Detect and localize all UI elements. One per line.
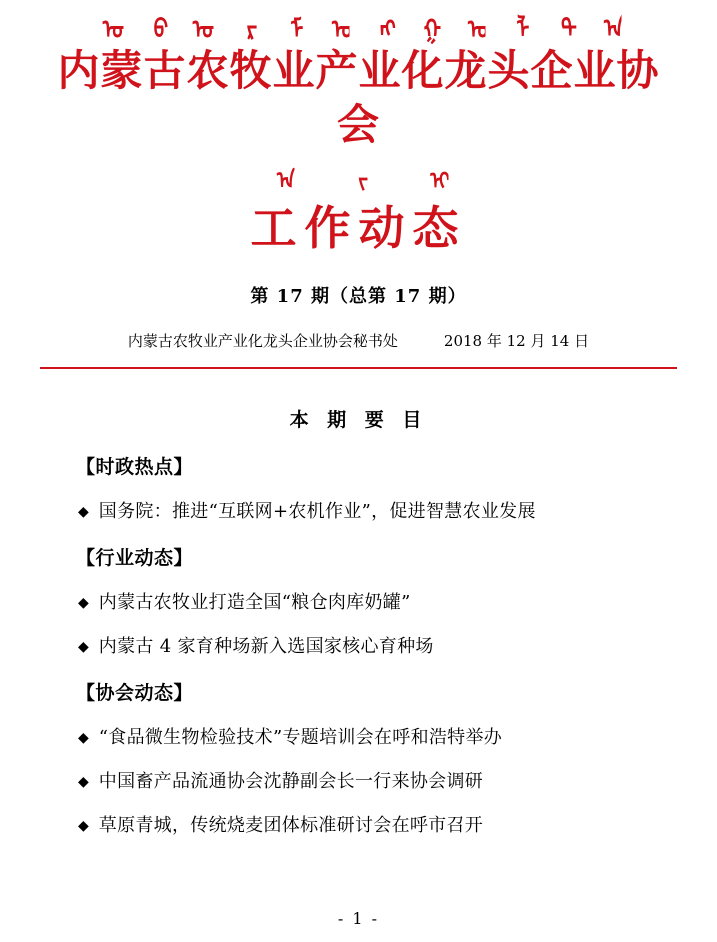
mongolian-glyph: ᠮ: [278, 14, 304, 40]
list-item[interactable]: [76, 497, 677, 523]
contents-section: [40, 678, 677, 837]
red-divider: [40, 367, 677, 369]
masthead-title-chinese: 内蒙古农牧业产业化龙头企业协会: [57, 46, 660, 149]
mongolian-glyph: ᠲ: [550, 14, 576, 40]
list-item-label: 中国畜产品流通协会沈静副会长一行来协会调研: [98, 771, 484, 792]
issue-number: 第 17 期（总第 17 期）: [250, 286, 467, 307]
list-item-label: 内蒙古 4 家育种场新入选国家核心育种场: [98, 636, 434, 657]
mongolian-glyph: ᠠ: [270, 166, 294, 190]
mongolian-glyph: ᠵ: [347, 166, 371, 190]
publisher-name: 内蒙古农牧业产业化龙头企业协会秘书处: [127, 332, 398, 350]
diamond-bullet-icon: ◆: [78, 504, 89, 520]
list-item[interactable]: [76, 632, 677, 658]
mongolian-glyph: ᠥ: [188, 14, 213, 40]
section-heading: 【时政热点】: [76, 456, 194, 478]
list-item[interactable]: [76, 723, 677, 749]
list-item[interactable]: [76, 811, 677, 837]
section-heading: 【协会动态】: [76, 682, 194, 704]
list-item-label: “食品微生物检验技术”专题培训会在呼和浩特举办: [98, 727, 503, 748]
mongolian-glyph: ᠪ: [142, 14, 168, 40]
publication-date: 2018 年 12 月 14 日: [443, 332, 590, 350]
page-number: - 1 -: [337, 909, 380, 928]
mongolian-glyph: ᠦ: [97, 14, 123, 40]
contents-title: 本 期 要 目: [289, 409, 428, 431]
section-heading: 【行业动态】: [76, 547, 194, 569]
mongolian-glyph: ᠷ: [233, 14, 259, 40]
mongolian-glyph: ᠯ: [505, 14, 530, 40]
list-item-label: 国务院：推进“互联网+农机作业”，促进智慧农业发展: [98, 501, 536, 522]
diamond-bullet-icon: ◆: [78, 595, 89, 611]
contents-section: [40, 543, 677, 658]
diamond-bullet-icon: ◆: [78, 774, 89, 790]
mongolian-glyph: ᠤ: [459, 14, 485, 40]
diamond-bullet-icon: ◆: [78, 730, 89, 746]
mongolian-glyph: ᠭ: [414, 14, 440, 40]
diamond-bullet-icon: ◆: [78, 818, 89, 834]
list-item-label: 内蒙古农牧业打造全国“粮仓肉库奶罐”: [98, 592, 411, 613]
masthead-meta: [40, 330, 677, 351]
mongolian-glyph: ᠠ: [595, 14, 621, 40]
list-item-label: 草原青城，传统烧麦团体标准研讨会在呼市召开: [98, 815, 484, 836]
mongolian-glyph: ᠢ: [424, 166, 448, 190]
bulletin-title: 工作动态: [250, 201, 467, 255]
mongolian-banner-top: [40, 0, 677, 40]
contents-section: [40, 452, 677, 523]
diamond-bullet-icon: ◆: [78, 639, 89, 655]
list-item[interactable]: [76, 588, 677, 614]
mongolian-glyph: ᠩ: [369, 14, 394, 40]
mongolian-banner-middle: [40, 166, 677, 190]
mongolian-glyph: ᠣ: [324, 14, 349, 40]
list-item[interactable]: [76, 767, 677, 793]
